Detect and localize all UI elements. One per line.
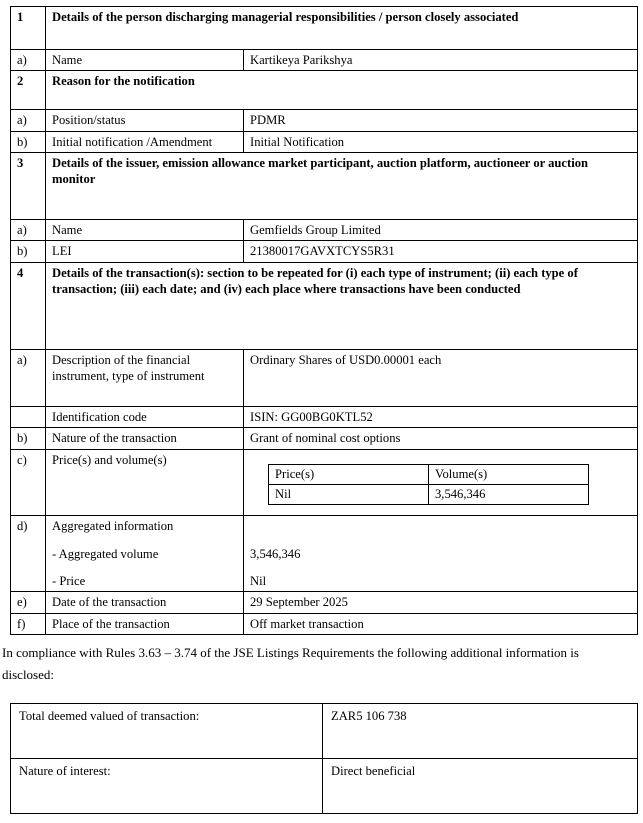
price-volume-data-row — [269, 484, 589, 504]
aggregated-title: Aggregated information — [52, 519, 174, 534]
row-label: Place of the transaction — [46, 613, 244, 634]
table-row — [11, 220, 638, 241]
row-value: Off market transaction — [244, 613, 638, 634]
table-row — [11, 7, 638, 50]
row-value: 29 September 2025 — [244, 592, 638, 613]
row-label: Name — [46, 220, 244, 241]
row-index: b) — [11, 241, 46, 262]
row-index: a) — [11, 50, 46, 71]
price-cell: Nil — [269, 484, 429, 504]
row-label: Details of the issuer, emission allowance market participant, auction platform, auctioneer or auction monitor — [46, 153, 638, 220]
aggregated-price-value: Nil — [250, 573, 267, 588]
row-value: 21380017GAVXTCYS5R31 — [244, 241, 638, 262]
row-value: PDMR — [244, 110, 638, 131]
row-index: d) — [11, 516, 46, 592]
row-index: a) — [11, 110, 46, 131]
row-value: ZAR5 106 738 — [323, 703, 638, 758]
additional-disclosure-table — [10, 703, 638, 814]
row-index: b) — [11, 131, 46, 152]
row-label: Details of the transaction(s): section to be repeated for (i) each type of instrument; (ii) each type of transaction; (iii) each date; and (iv) each place where transactions have been conducted — [46, 262, 638, 349]
table-row — [11, 50, 638, 71]
row-label: Date of the transaction — [46, 592, 244, 613]
compliance-paragraph: In compliance with Rules 3.63 – 3.74 of the JSE Listings Requirements the following additional information is disclosed: — [2, 645, 579, 683]
row-label: Price(s) and volume(s) — [46, 449, 244, 516]
aggregated-volume-label: - Aggregated volume — [52, 546, 159, 561]
row-index: 2 — [11, 71, 46, 110]
row-index: a) — [11, 220, 46, 241]
row-index: 4 — [11, 262, 46, 349]
table-row — [11, 110, 638, 131]
table-row — [11, 262, 638, 349]
row-index: 3 — [11, 153, 46, 220]
table-row-aggregated — [11, 516, 638, 592]
row-value: Grant of nominal cost options — [244, 428, 638, 449]
row-label: Name — [46, 50, 244, 71]
row-label: Initial notification /Amendment — [46, 131, 244, 152]
row-label: Nature of interest: — [11, 758, 323, 813]
row-value — [244, 449, 638, 516]
price-volume-table — [268, 464, 589, 506]
aggregated-volume-value: 3,546,346 — [250, 546, 301, 561]
row-value: Initial Notification — [244, 131, 638, 152]
row-index — [11, 406, 46, 427]
aggregated-title-spacer — [250, 518, 632, 534]
row-index: a) — [11, 349, 46, 406]
table-row — [11, 758, 638, 813]
table-row — [11, 71, 638, 110]
row-index: f) — [11, 613, 46, 634]
table-row — [11, 703, 638, 758]
row-value: Direct beneficial — [323, 758, 638, 813]
volume-cell: 3,546,346 — [429, 484, 589, 504]
row-label: Nature of the transaction — [46, 428, 244, 449]
table-row — [11, 241, 638, 262]
row-label: Total deemed valued of transaction: — [11, 703, 323, 758]
row-value: Gemfields Group Limited — [244, 220, 638, 241]
row-value — [244, 516, 638, 592]
document-page — [0, 6, 643, 823]
row-label: Identification code — [46, 406, 244, 427]
table-row — [11, 153, 638, 220]
price-column-header: Price(s) — [269, 464, 429, 484]
row-label: LEI — [46, 241, 244, 262]
volume-column-header: Volume(s) — [429, 464, 589, 484]
table-row-price-volume — [11, 449, 638, 516]
table-row — [11, 428, 638, 449]
pdmr-notification-table — [10, 6, 638, 635]
row-label: Position/status — [46, 110, 244, 131]
row-index: e) — [11, 592, 46, 613]
row-label: Reason for the notification — [46, 71, 638, 110]
row-label: Details of the person discharging managerial responsibilities / person closely associated — [46, 7, 638, 50]
price-volume-header-row — [269, 464, 589, 484]
table-row — [11, 349, 638, 406]
row-value: Kartikeya Parikshya — [244, 50, 638, 71]
table-row — [11, 131, 638, 152]
row-index: c) — [11, 449, 46, 516]
row-value: ISIN: GG00BG0KTL52 — [244, 406, 638, 427]
row-label: Description of the financial instrument, type of instrument — [46, 349, 244, 406]
table-row — [11, 613, 638, 634]
row-index: 1 — [11, 7, 46, 50]
row-value: Ordinary Shares of USD0.00001 each — [244, 349, 638, 406]
row-index: b) — [11, 428, 46, 449]
row-label — [46, 516, 244, 592]
table-row — [11, 406, 638, 427]
table-row — [11, 592, 638, 613]
aggregated-price-label: - Price — [52, 573, 86, 588]
